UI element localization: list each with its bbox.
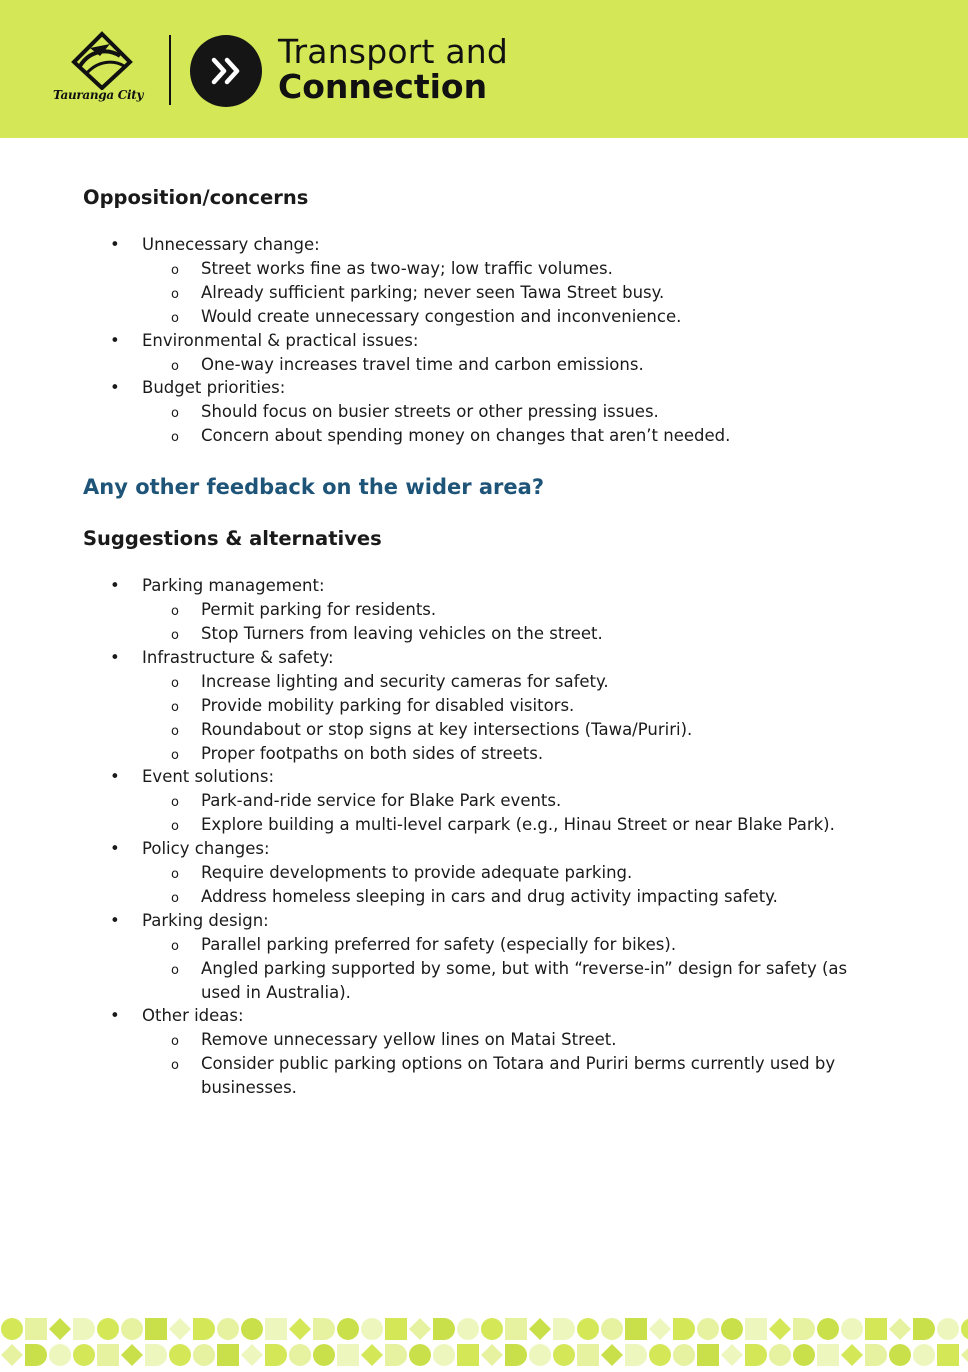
- list-item-label: Infrastructure & safety:: [142, 647, 334, 667]
- bullet-icon: •: [110, 767, 120, 787]
- footer-pattern-shape: [601, 1344, 623, 1366]
- sub-list-item: [142, 1052, 873, 1100]
- circle-bullet-icon: o: [171, 699, 179, 715]
- wider-area-question: Any other feedback on the wider area?: [83, 475, 545, 500]
- footer-pattern-shape: [169, 1344, 191, 1366]
- footer-pattern-shape: [913, 1318, 935, 1340]
- bullet-icon: •: [110, 235, 120, 254]
- list-item: [83, 1004, 873, 1100]
- footer-pattern-shape: [241, 1344, 263, 1366]
- circle-bullet-icon: o: [171, 627, 179, 643]
- footer-pattern-shape: [601, 1318, 623, 1340]
- footer-pattern-shape: [169, 1318, 191, 1340]
- footer-pattern-shape: [817, 1318, 839, 1340]
- document-body: [83, 185, 873, 1100]
- circle-bullet-icon: o: [171, 406, 179, 422]
- footer-pattern-shape: [625, 1344, 647, 1366]
- footer-pattern-shape: [1, 1344, 23, 1366]
- circle-bullet-icon: o: [171, 675, 179, 691]
- list-item-label: Unnecessary change:: [142, 235, 320, 254]
- bullet-icon: •: [110, 839, 120, 859]
- footer-pattern-shape: [529, 1318, 551, 1340]
- footer-pattern-shape: [409, 1344, 431, 1366]
- sub-list: [142, 789, 873, 837]
- sub-list-item-text: Should focus on busier streets or other pressing issues.: [201, 402, 659, 422]
- sub-list: [142, 353, 873, 377]
- footer-pattern-shape: [841, 1344, 863, 1366]
- opposition-heading: Opposition/concerns: [83, 186, 309, 209]
- circle-bullet-icon: o: [171, 310, 179, 326]
- footer-pattern-shape: [337, 1318, 359, 1340]
- list-item: [83, 329, 873, 377]
- circle-bullet-icon: o: [171, 795, 179, 811]
- footer-pattern-shape: [49, 1344, 71, 1366]
- sub-list-item: [142, 957, 873, 1005]
- sub-list-item: [142, 789, 873, 813]
- sub-list-item-text: Parallel parking preferred for safety (especially for bikes).: [201, 934, 677, 954]
- list-item-label: Parking design:: [142, 910, 269, 930]
- bullet-icon: •: [110, 576, 120, 596]
- bullet-icon: •: [110, 910, 120, 930]
- footer-pattern-shape: [913, 1344, 935, 1366]
- footer-pattern-shape: [721, 1344, 743, 1366]
- footer-pattern-shape: [937, 1318, 959, 1340]
- footer-pattern-shape: [145, 1318, 167, 1340]
- footer-pattern-shape: [625, 1318, 647, 1340]
- footer-pattern-shape: [25, 1344, 47, 1366]
- footer-pattern-shape: [121, 1344, 143, 1366]
- footer-pattern-shape: [769, 1318, 791, 1340]
- suggestions-heading: Suggestions & alternatives: [83, 527, 382, 551]
- footer-pattern-shape: [121, 1318, 143, 1340]
- footer-pattern-shape: [577, 1318, 599, 1340]
- sub-list-item: [142, 670, 873, 694]
- footer-pattern-shape: [649, 1318, 671, 1340]
- circle-bullet-icon: o: [171, 747, 179, 763]
- footer-pattern-shape: [433, 1344, 455, 1366]
- sub-list-item: [142, 305, 873, 329]
- sub-list-item: [142, 424, 873, 448]
- list-item-label: Policy changes:: [142, 839, 270, 859]
- list-item: [83, 646, 873, 766]
- footer-pattern-shape: [49, 1318, 71, 1340]
- sub-list-item-text: Increase lighting and security cameras for safety.: [201, 671, 609, 691]
- footer-pattern-shape: [673, 1318, 695, 1340]
- sub-list-item-text: One-way increases travel time and carbon emissions.: [201, 354, 644, 374]
- double-chevron-right-icon: [190, 35, 262, 107]
- sub-list-item: [142, 718, 873, 742]
- logo-wordmark: Tauranga City: [53, 88, 144, 102]
- list-item: [83, 765, 873, 837]
- footer-pattern-shape: [865, 1344, 887, 1366]
- list-item: [83, 233, 873, 329]
- footer-pattern-shape: [457, 1318, 479, 1340]
- circle-bullet-icon: o: [171, 262, 179, 278]
- footer-pattern-shape: [361, 1344, 383, 1366]
- sub-list: [142, 933, 873, 1005]
- footer-pattern-shape: [721, 1318, 743, 1340]
- circle-bullet-icon: o: [171, 890, 179, 906]
- footer-pattern-shape: [745, 1318, 767, 1340]
- footer-pattern-shape: [289, 1318, 311, 1340]
- footer-pattern-shape: [337, 1344, 359, 1366]
- footer-pattern-shape: [409, 1318, 431, 1340]
- circle-bullet-icon: o: [171, 1034, 179, 1050]
- sub-list: [142, 598, 873, 646]
- footer-pattern-shape: [697, 1344, 719, 1366]
- footer-pattern-shape: [865, 1318, 887, 1340]
- sub-list-item-text: Park-and-ride service for Blake Park events.: [201, 791, 562, 811]
- sub-list-item-text: Address homeless sleeping in cars and drug activity impacting safety.: [201, 886, 778, 906]
- footer-pattern-shape: [505, 1344, 527, 1366]
- footer-pattern-shape: [25, 1318, 47, 1340]
- circle-bullet-icon: o: [171, 723, 179, 739]
- sub-list-item: [142, 1028, 873, 1052]
- footer-pattern-shape: [241, 1318, 263, 1340]
- sub-list-item: [142, 400, 873, 424]
- footer-pattern: [0, 1316, 968, 1368]
- sub-list-item-text: Angled parking supported by some, but with “reverse-in” design for safety (as used in Australia).: [201, 958, 848, 1002]
- sub-list-item-text: Permit parking for residents.: [201, 600, 437, 620]
- circle-bullet-icon: o: [171, 819, 179, 835]
- footer-pattern-shape: [265, 1344, 287, 1366]
- list-item-label: Budget priorities:: [142, 378, 286, 398]
- list-item-label: Environmental & practical issues:: [142, 330, 419, 350]
- footer-pattern-shape: [793, 1344, 815, 1366]
- footer-pattern-shape: [481, 1344, 503, 1366]
- footer-pattern-shape: [505, 1318, 527, 1340]
- footer-pattern-shape: [481, 1318, 503, 1340]
- footer-pattern-shape: [97, 1318, 119, 1340]
- circle-bullet-icon: o: [171, 604, 179, 620]
- footer-pattern-shape: [217, 1344, 239, 1366]
- sub-list-item: [142, 257, 873, 281]
- circle-bullet-icon: o: [171, 286, 179, 302]
- tauranga-emblem-icon: [50, 30, 154, 90]
- footer-pattern-shape: [217, 1318, 239, 1340]
- sub-list-item: [142, 281, 873, 305]
- bullet-icon: •: [110, 378, 120, 398]
- footer-pattern-shape: [793, 1318, 815, 1340]
- footer-pattern-shape: [145, 1344, 167, 1366]
- header-divider: [169, 35, 171, 105]
- program-title-line2: Connection: [278, 67, 488, 106]
- sub-list-item: [142, 353, 873, 377]
- footer-pattern-shape: [745, 1344, 767, 1366]
- circle-bullet-icon: o: [171, 358, 179, 374]
- footer-pattern-shape: [817, 1344, 839, 1366]
- sub-list: [142, 257, 873, 329]
- footer-pattern-shape: [361, 1318, 383, 1340]
- footer-pattern-shape: [385, 1318, 407, 1340]
- footer-pattern-shape: [673, 1344, 695, 1366]
- circle-bullet-icon: o: [171, 430, 179, 446]
- sub-list: [142, 400, 873, 448]
- circle-bullet-icon: o: [171, 867, 179, 883]
- footer-pattern-shape: [313, 1318, 335, 1340]
- footer-pattern-shape: [1, 1318, 23, 1340]
- list-item-label: Event solutions:: [142, 767, 275, 787]
- footer-pattern-shape: [193, 1318, 215, 1340]
- list-item: [83, 376, 873, 448]
- footer-pattern-shape: [73, 1318, 95, 1340]
- sub-list-item: [142, 598, 873, 622]
- footer-pattern-shape: [961, 1344, 968, 1366]
- circle-bullet-icon: o: [171, 962, 179, 978]
- sub-list-item-text: Already sufficient parking; never seen Tawa Street busy.: [201, 282, 665, 302]
- footer-pattern-shape: [289, 1344, 311, 1366]
- footer-pattern-shape: [841, 1318, 863, 1340]
- sub-list-item-text: Concern about spending money on changes that aren’t needed.: [201, 426, 731, 446]
- opposition-list: [83, 233, 873, 448]
- footer-pattern-shape: [553, 1318, 575, 1340]
- sub-list: [142, 861, 873, 909]
- sub-list-item: [142, 622, 873, 646]
- footer-pattern-shape: [649, 1344, 671, 1366]
- footer-pattern-shape: [433, 1318, 455, 1340]
- list-item: [83, 574, 873, 646]
- footer-pattern-shape: [457, 1344, 479, 1366]
- sub-list-item-text: Provide mobility parking for disabled visitors.: [201, 695, 575, 715]
- footer-pattern-shape: [769, 1344, 791, 1366]
- sub-list-item: [142, 694, 873, 718]
- sub-list-item: [142, 742, 873, 766]
- sub-list-item-text: Would create unnecessary congestion and inconvenience.: [201, 306, 682, 326]
- sub-list-item: [142, 885, 873, 909]
- sub-list: [142, 670, 873, 766]
- list-item: [83, 837, 873, 909]
- footer-pattern-shape: [697, 1318, 719, 1340]
- footer-pattern-shape: [553, 1344, 575, 1366]
- sub-list-item-text: Require developments to provide adequate parking.: [201, 863, 633, 883]
- bullet-icon: •: [110, 1006, 120, 1026]
- tauranga-city-logo: [50, 30, 154, 108]
- footer-pattern-shape: [97, 1344, 119, 1366]
- sub-list-item-text: Remove unnecessary yellow lines on Matai Street.: [201, 1030, 617, 1050]
- footer-pattern-shape: [265, 1318, 287, 1340]
- header-banner: [0, 0, 968, 138]
- footer-pattern-shape: [73, 1344, 95, 1366]
- sub-list-item-text: Proper footpaths on both sides of streets.: [201, 743, 544, 763]
- sub-list-item-text: Street works fine as two-way; low traffic volumes.: [201, 258, 613, 278]
- list-item-label: Parking management:: [142, 576, 325, 596]
- sub-list-item: [142, 861, 873, 885]
- list-item: [83, 909, 873, 1005]
- footer-pattern-shape: [889, 1318, 911, 1340]
- suggestions-list: [83, 574, 873, 1100]
- sub-list-item: [142, 933, 873, 957]
- sub-list-item-text: Consider public parking options on Totara and Puriri berms currently used by businesses.: [201, 1054, 836, 1098]
- list-item-label: Other ideas:: [142, 1006, 244, 1026]
- bullet-icon: •: [110, 330, 120, 350]
- circle-bullet-icon: o: [171, 1058, 179, 1074]
- footer-pattern-shape: [961, 1318, 968, 1340]
- footer-pattern-shape: [577, 1344, 599, 1366]
- program-title-line1: Transport and: [278, 32, 509, 71]
- sub-list-item-text: Stop Turners from leaving vehicles on the street.: [201, 623, 603, 643]
- sub-list-item: [142, 813, 873, 837]
- footer-pattern-shape: [889, 1344, 911, 1366]
- footer-pattern-shape: [529, 1344, 551, 1366]
- footer-pattern-shape: [313, 1344, 335, 1366]
- bullet-icon: •: [110, 647, 120, 667]
- sub-list: [142, 1028, 873, 1100]
- circle-bullet-icon: o: [171, 938, 179, 954]
- footer-pattern-shape: [193, 1344, 215, 1366]
- footer-pattern-shape: [385, 1344, 407, 1366]
- sub-list-item-text: Explore building a multi-level carpark (e.g., Hinau Street or near Blake Park).: [201, 815, 835, 835]
- sub-list-item-text: Roundabout or stop signs at key intersections (Tawa/Puriri).: [201, 719, 693, 739]
- footer-pattern-shape: [937, 1344, 959, 1366]
